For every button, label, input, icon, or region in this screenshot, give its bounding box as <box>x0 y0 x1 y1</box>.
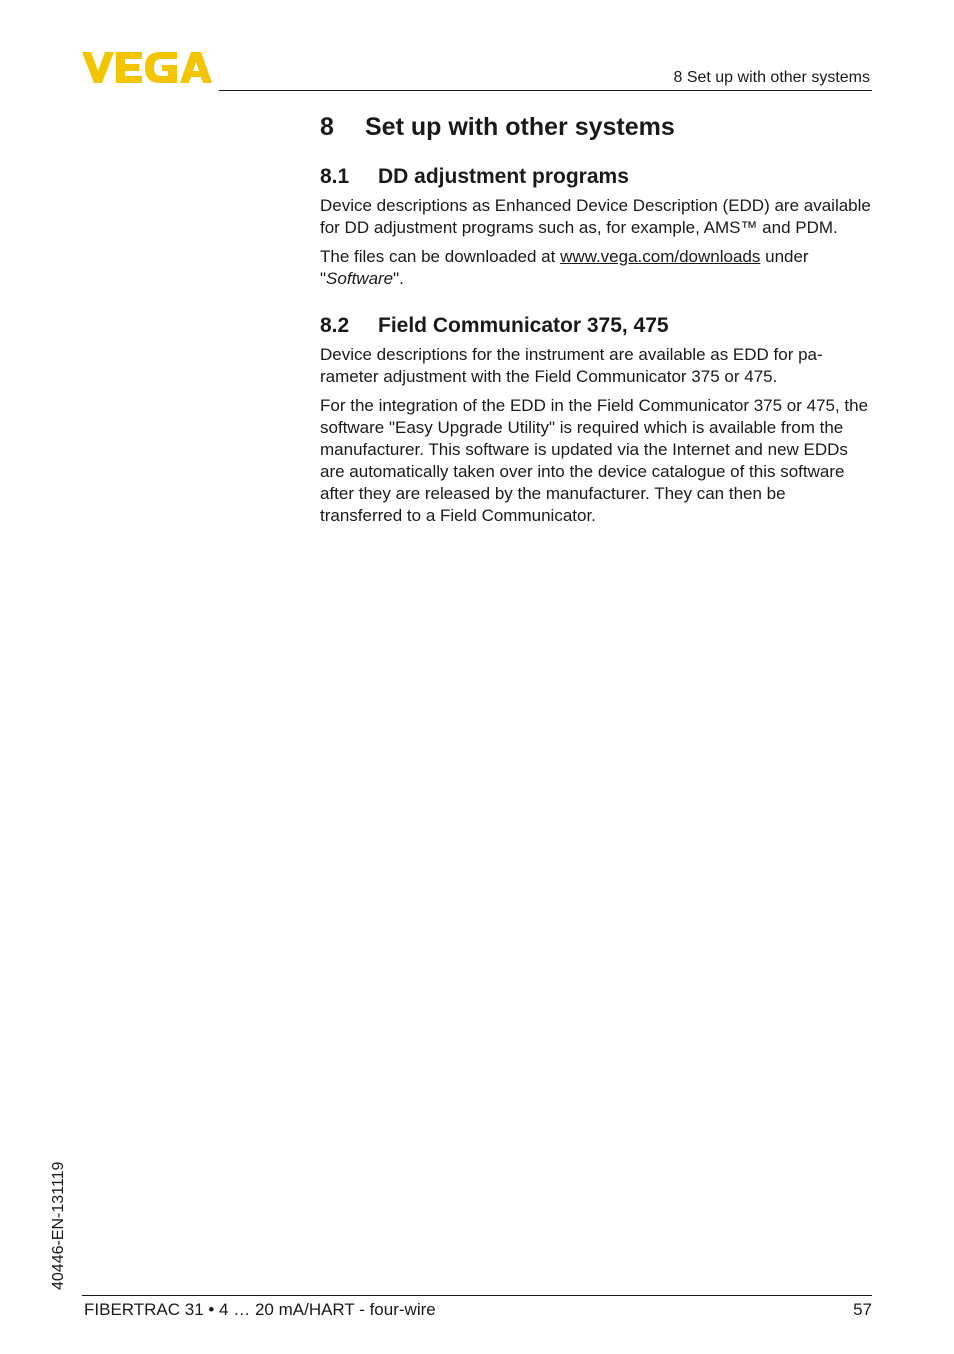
software-emphasis: Software <box>326 269 394 288</box>
page-content <box>320 110 872 527</box>
chapter-title: Set up with other systems <box>365 113 675 141</box>
section-number: 8.1 <box>320 165 350 188</box>
text: The files can be downloaded at <box>320 247 561 266</box>
section-heading-8-1 <box>320 163 872 191</box>
running-header: 8 Set up with other systems <box>673 69 870 86</box>
text: " <box>320 269 327 288</box>
downloads-link[interactable]: www.vega.com/downloads <box>560 247 761 266</box>
vega-logo <box>82 52 212 84</box>
page-number: 57 <box>853 1300 872 1319</box>
text: under <box>760 247 809 266</box>
chapter-heading <box>320 111 872 143</box>
document-id: 40446-EN-131119 <box>50 1161 67 1290</box>
section-title: Field Communicator 375, 475 <box>378 314 669 337</box>
paragraph: Device descriptions for the instrument are available as EDD for pa-rameter adjustment with the Field Communicator 375 or 475. <box>320 345 823 386</box>
paragraph: For the integration of the EDD in the Field Communicator 375 or 475, the software "Easy Upgrade Utility" is required which is available from the manufacturer. This software is updated via the Internet and new EDDs are automatically taken over into the device catalogue of this software after they are released by the manufacturer. They can then be transferred to a Field Communicator. <box>320 396 869 525</box>
section-title: DD adjustment programs <box>378 165 629 188</box>
section-heading-8-2 <box>320 312 872 340</box>
chapter-number: 8 <box>320 113 334 141</box>
header-rule <box>219 90 872 91</box>
paragraph: Device descriptions as Enhanced Device Description (EDD) are available for DD adjustment programs such as, for example, AMS™ and PDM. <box>320 196 871 237</box>
text: ". <box>393 269 404 288</box>
footer-rule <box>82 1295 872 1296</box>
paragraph-downloads <box>320 246 872 290</box>
section-number: 8.2 <box>320 314 350 337</box>
footer-product: FIBERTRAC 31 • 4 … 20 mA/HART - four-wire <box>84 1300 436 1319</box>
